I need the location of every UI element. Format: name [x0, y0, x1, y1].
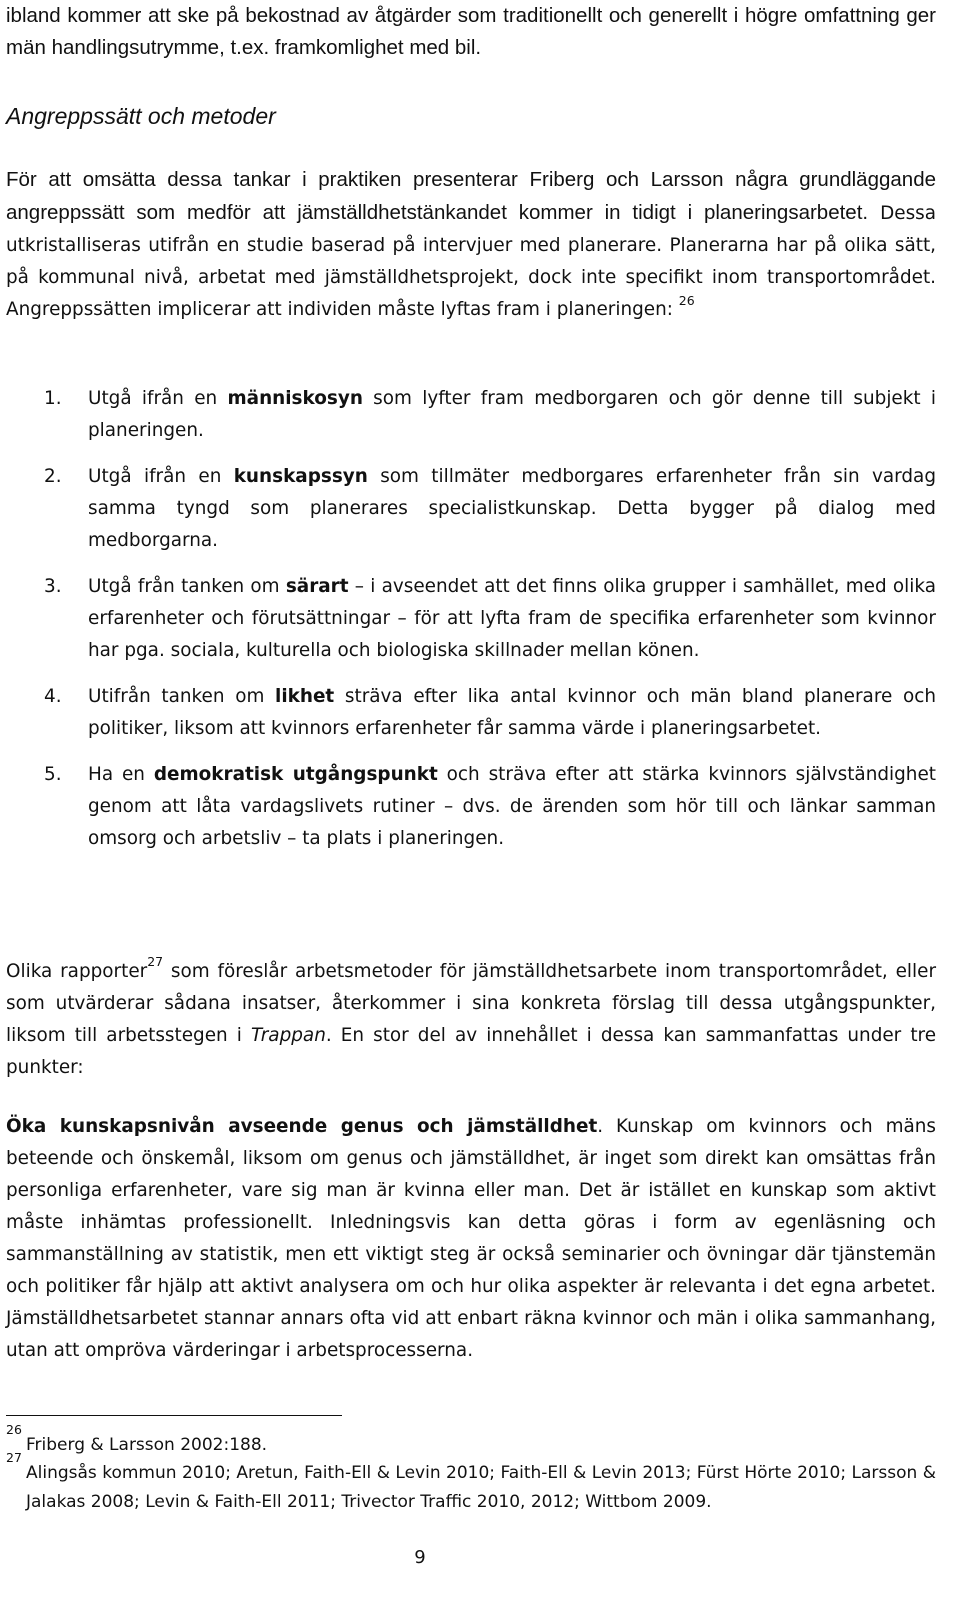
- paragraph-approaches: [6, 164, 936, 326]
- footnote-text: Friberg & Larsson 2002:188.: [26, 1435, 268, 1455]
- list-item-keyword: likhet: [275, 686, 335, 707]
- list-item-text: och sträva efter att stärka kvinnors självständighet genom att låta vardagslivets rutiner – dvs. de ärenden som hör till och länkar samman omsorg och arbetsliv – ta plats i planeringen.: [88, 764, 936, 849]
- paragraph-text: . En stor del av innehållet i dessa kan sammanfattas under tre punkter:: [6, 1025, 937, 1078]
- list-item-number: 1.: [44, 388, 62, 409]
- list-item-text: Utgå ifrån en: [88, 388, 228, 409]
- list-item-text: Ha en: [88, 764, 154, 785]
- footnote-26: [6, 1422, 936, 1460]
- paragraph-lead-in: Öka kunskapsnivån avseende genus och jämställdhet: [6, 1116, 598, 1137]
- list-item-keyword: demokratisk utgångspunkt: [153, 764, 438, 785]
- list-item: [6, 681, 936, 745]
- paragraph-text: som föreslår arbetsmetoder för jämställdhetsarbete inom transportområdet, eller som utvärderar sådana insatser, återkommer i sina konkreta förslag till dessa utgångspunkter, liksom till arbetsstegen i: [6, 961, 937, 1046]
- paragraph-approaches-intro-text: För att omsätta dessa tankar i praktiken presenterar Friberg och Larsson några grundläggande angreppssätt som medför att jämställdhetstänkandet kommer in tidigt i planeringsarbetet.: [6, 168, 936, 224]
- footnote-27: [6, 1450, 936, 1516]
- approaches-list: [6, 383, 936, 869]
- paragraph-knowledge: [6, 1111, 936, 1367]
- intro-paragraph: ibland kommer att ske på bekostnad av åtgärder som traditionellt och generellt i högre omfattning ger män handlingsutrymme, t.ex. framkomlighet med bil.: [6, 4, 936, 59]
- footnote-text: Alingsås kommun 2010; Aretun, Faith-Ell & Levin 2010; Faith-Ell & Levin 2013; Fürst Hörte 2010; Larsson & Jalakas 2008; Levin & Faith-Ell 2011; Trivector Traffic 2010, 2012; Wittbom 2009.: [26, 1463, 936, 1512]
- list-item-text: Utgå ifrån en: [88, 466, 234, 487]
- list-item-text: – i avseendet att det finns olika grupper i samhället, med olika erfarenheter och förutsättningar – för att lyfta fram de specifika erfarenheter som kvinnor har pga. sociala, kulturella och biologiska skillnader mellan könen.: [88, 576, 936, 661]
- list-item-text: som tillmäter medborgares erfarenheter från sin vardag samma tyngd som planerares specialistkunskap. Detta bygger på dialog med medborgarna.: [88, 466, 936, 551]
- footnote-number: 26: [6, 1422, 22, 1437]
- list-item-number: 5.: [44, 764, 62, 785]
- list-item: [6, 759, 936, 855]
- footnote-ref-26[interactable]: 26: [678, 292, 695, 308]
- list-item-keyword: människosyn: [227, 388, 363, 409]
- list-item-keyword: särart: [285, 576, 349, 597]
- list-item: [6, 383, 936, 447]
- italic-term: Trappan: [250, 1025, 326, 1046]
- footnote-number: 27: [6, 1450, 22, 1465]
- list-item-number: 3.: [44, 576, 62, 597]
- list-item-text: Utgå från tanken om: [88, 576, 286, 597]
- list-item: [6, 571, 936, 667]
- paragraph-reports: [6, 953, 937, 1084]
- page-number: 9: [414, 1547, 426, 1568]
- list-item-text: Utifrån tanken om: [88, 686, 276, 707]
- list-item-text: som lyfter fram medborgaren och gör denne till subjekt i planeringen.: [88, 388, 936, 441]
- list-item-text: sträva efter lika antal kvinnor och män bland planerare och politiker, liksom att kvinnors erfarenheter får samma värde i planeringsarbetet.: [88, 686, 936, 739]
- paragraph-text: Olika rapporter: [6, 961, 148, 982]
- list-item-number: 4.: [44, 686, 62, 707]
- list-item-keyword: kunskapssyn: [233, 466, 368, 487]
- footnote-divider: [6, 1415, 342, 1416]
- footnote-ref-27[interactable]: 27: [147, 953, 164, 969]
- section-heading: Angreppssätt och metoder: [6, 103, 276, 129]
- paragraph-text: . Kunskap om kvinnors och mäns beteende och önskemål, liksom om genus och jämställdhet, är inget som direkt kan omsättas från personliga erfarenheter, vare sig man är kvinna eller man. Det är istället en kunskap som aktivt måste inhämtas professionellt. Inledningsvis kan detta göras i form av egenläsning och sammanställning av statistik, men ett viktigt steg är också seminarier och övningar där tjänstemän och politiker får hjälp att aktivt analysera om och hur olika aspekter är relevanta i det egna arbetet. Jämställdhetsarbetet stannar annars ofta vid att enbart räkna kvinnor och män i olika sammanhang, utan att ompröva värderingar i arbetsprocesserna.: [6, 1116, 937, 1361]
- list-item: [6, 461, 936, 557]
- paragraph-approaches-text: Dessa utkristalliseras utifrån en studie baserad på intervjuer med planerare. Planerarna har på olika sätt, på kommunal nivå, arbetat med jämställdhetsprojekt, dock inte specifikt inom transportområdet. Angreppssätten implicerar att individen måste lyftas fram i planeringen:: [6, 203, 936, 320]
- list-item-number: 2.: [44, 466, 62, 487]
